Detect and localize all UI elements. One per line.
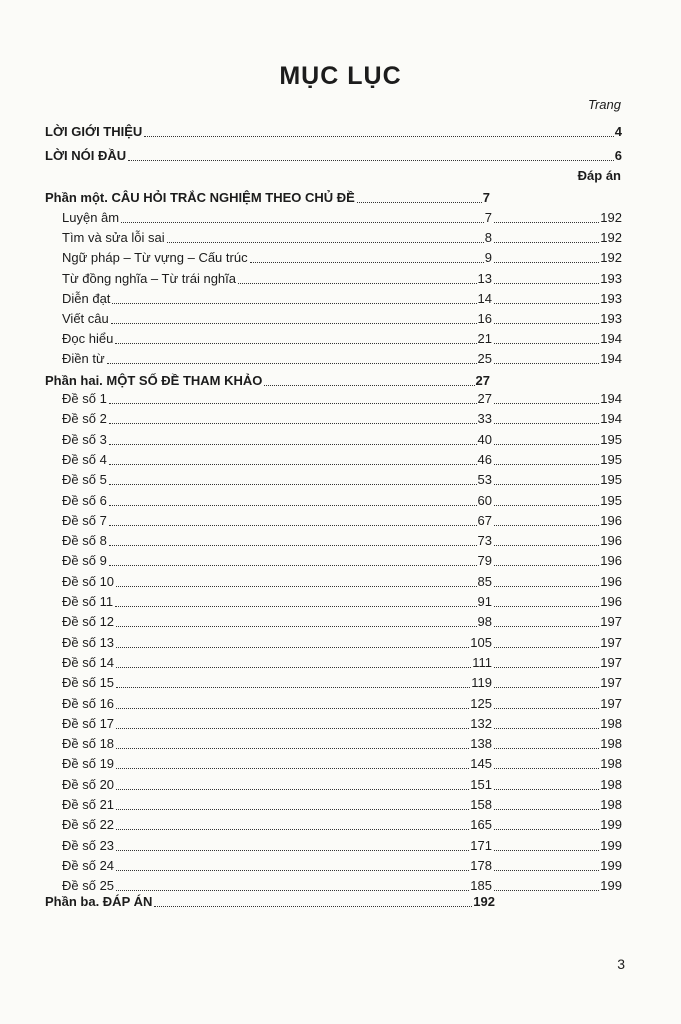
dot-leader [116,625,476,627]
dot-leader [494,707,599,709]
toc-entry-label: Diễn đạt [62,290,111,306]
toc-entry-part2-item[interactable] [62,533,492,549]
answer-entry [492,675,622,691]
answer-entry [492,493,622,509]
answer-entry [492,858,622,874]
toc-entry-page: 33 [477,411,492,427]
toc-entry-page: 7 [484,210,492,225]
answer-entry [492,614,622,630]
toc-entry-page: 21 [477,331,492,347]
toc-entry-label: Đề số 5 [62,472,107,488]
dot-leader [494,625,599,627]
answer-page: 198 [600,776,622,792]
toc-entry-part2-item[interactable] [62,432,492,448]
toc-entry-loi-noi-dau[interactable] [45,148,622,164]
toc-entry-label: Đề số 20 [62,776,115,792]
dot-leader [116,828,469,830]
answer-page: 197 [600,675,622,691]
toc-entry-label: Đề số 12 [62,614,115,630]
answer-entry [492,351,622,367]
answer-entry [492,594,622,610]
toc-entry-page: 145 [470,756,492,772]
answer-page: 195 [600,431,622,447]
answer-page: 195 [600,451,622,467]
toc-entry-part2-item[interactable] [62,513,492,529]
dot-leader [109,463,477,465]
toc-entry-part1-item[interactable] [62,311,492,327]
dot-leader [494,747,599,749]
toc-entry-page: 6 [614,148,622,163]
answer-entry [492,472,622,488]
toc-entry-page: 105 [470,634,492,650]
toc-entry-page: 25 [477,351,492,367]
toc-entry-label: Đề số 1 [62,391,107,406]
answer-page: 196 [600,594,622,609]
dot-leader [109,483,477,485]
answer-entry [492,513,622,529]
answer-entry [492,230,622,246]
toc-entry-part2-item[interactable] [62,655,492,671]
answer-entry [492,291,622,307]
toc-entry-part1-item[interactable] [62,271,492,287]
dot-leader [167,241,484,243]
toc-entry-label: Đề số 19 [62,756,115,772]
toc-entry-page: 14 [477,290,492,306]
answer-entry [492,756,622,772]
toc-entry-label: Đề số 21 [62,797,115,812]
answer-page: 194 [600,351,622,367]
dot-leader [264,384,474,386]
answer-entry [492,635,622,651]
toc-entry-page: 165 [470,817,492,833]
toc-entry-part2-item[interactable] [62,594,492,610]
dot-leader [116,889,469,891]
toc-entry-label: Đề số 8 [62,533,107,549]
dot-leader [494,585,599,587]
dot-leader [494,504,599,506]
dot-leader [144,135,613,137]
dot-leader [111,322,477,324]
answer-entry [492,533,622,549]
dot-leader [115,605,476,607]
answer-entry [492,250,622,266]
toc-entry-label: Đề số 25 [62,878,115,894]
answer-page: 199 [600,857,622,873]
dot-leader [116,747,469,749]
toc-entry-label: Đề số 16 [62,695,115,711]
answer-entry [492,797,622,813]
toc-entry-page: 7 [482,190,490,205]
answer-page: 193 [600,270,622,286]
toc-entry-part2-item[interactable] [62,878,492,894]
toc-entry-page: 119 [471,675,492,691]
toc-entry-part2-item[interactable] [62,553,492,569]
answer-page: 198 [600,736,622,752]
toc-entry-page: 73 [477,533,492,549]
answer-page: 192 [600,250,622,266]
toc-entry-label: Đề số 13 [62,634,115,650]
answer-entry [492,271,622,287]
dot-leader [494,646,599,648]
dot-leader [494,767,599,769]
toc-entry-part2-item[interactable] [62,574,492,590]
toc-entry-page: 185 [470,878,492,894]
toc-entry-label: Phần hai. MỘT SỐ ĐỀ THAM KHẢO [45,373,263,388]
answer-page: 195 [600,492,622,508]
toc-entry-page: 151 [470,776,492,792]
dot-leader [494,849,599,851]
toc-entry-page: 192 [473,894,495,909]
toc-entry-part2-item[interactable] [62,614,492,630]
toc-entry-part2-item[interactable] [62,493,492,509]
answer-page: 197 [600,695,622,711]
answer-entry [492,210,622,226]
toc-entry-page: 132 [470,715,492,731]
toc-entry-part2-item[interactable] [62,696,492,712]
toc-entry-part1-item[interactable] [62,351,492,367]
toc-entry-label: Đề số 18 [62,736,115,752]
dot-leader [116,808,469,810]
page-number: 3 [617,956,625,972]
dot-leader [494,605,599,607]
toc-entry-label: Tìm và sửa lỗi sai [62,230,165,246]
toc-entry-label: Phần một. CÂU HỎI TRẮC NGHIỆM THEO CHỦ ĐỀ [45,190,355,205]
toc-entry-part2[interactable] [45,373,490,389]
dot-leader [494,221,599,223]
toc-entry-page: 85 [477,573,492,589]
answer-page: 196 [600,573,622,589]
toc-entry-part2-item[interactable] [62,797,492,813]
toc-entry-part1-item[interactable] [62,250,492,266]
toc-entry-label: Luyện âm [62,210,120,225]
toc-entry-label: Đọc hiểu [62,331,114,347]
dot-leader [116,707,469,709]
toc-entry-page: 8 [484,230,492,246]
toc-entry-page: 98 [477,614,492,630]
toc-entry-page: 53 [477,472,492,488]
answer-page: 193 [600,311,622,326]
dot-leader [116,666,471,668]
dot-leader [116,686,470,688]
toc-entry-page: 13 [477,270,492,286]
answer-page: 199 [600,837,622,853]
toc-entry-label: Đề số 23 [62,837,115,853]
toc-entry-part2-item[interactable] [62,411,492,427]
dot-leader [116,585,476,587]
toc-entry-part2-item[interactable] [62,858,492,874]
answer-entry [492,655,622,671]
answer-entry [492,311,622,327]
dot-leader [116,727,469,729]
toc-entry-label: Đề số 24 [62,857,115,873]
trang-column-label: Trang [588,97,621,112]
toc-entry-part1-item[interactable] [62,331,492,347]
toc-entry-page: 46 [477,451,492,467]
dot-leader [357,201,482,203]
toc-entry-part1-item[interactable] [62,291,492,307]
toc-entry-part2-item[interactable] [62,472,492,488]
dot-leader [494,727,599,729]
dot-leader [107,362,477,364]
dot-leader [494,686,599,688]
toc-entry-page: 178 [470,857,492,873]
toc-entry-part2-item[interactable] [62,716,492,732]
toc-entry-page: 60 [477,492,492,508]
answer-entry [492,817,622,833]
toc-entry-page: 171 [470,837,492,853]
toc-entry-page: 125 [470,695,492,711]
page-title: MỤC LỤC [279,62,402,90]
dot-leader [116,788,469,790]
dot-leader [494,808,599,810]
toc-entry-part2-item[interactable] [62,391,492,407]
toc-entry-label: Đề số 22 [62,817,115,833]
toc-entry-part1-item[interactable] [62,210,492,226]
toc-entry-page: 9 [484,250,492,266]
answer-entry [492,736,622,752]
dot-leader [494,402,599,404]
answer-page: 194 [600,331,622,347]
toc-entry-part2-item[interactable] [62,817,492,833]
answer-entry [492,878,622,894]
toc-entry-part2-item[interactable] [62,452,492,468]
answer-page: 192 [600,210,622,225]
dot-leader [494,889,599,891]
toc-entry-part2-item[interactable] [62,756,492,772]
toc-entry-page: 158 [470,797,492,812]
answer-entry [492,838,622,854]
toc-entry-page: 111 [472,654,492,670]
answer-page: 195 [600,472,622,488]
toc-entry-label: Đề số 17 [62,715,115,731]
answer-entry [492,432,622,448]
toc-entry-page: 16 [477,311,492,326]
toc-entry-page: 4 [614,124,622,139]
answer-entry [492,553,622,569]
toc-entry-label: Từ đồng nghĩa – Từ trái nghĩa [62,270,236,286]
toc-entry-label: LỜI NÓI ĐẦU [45,148,127,163]
toc-entry-label: Đề số 4 [62,451,107,467]
dot-leader [494,362,599,364]
dot-leader [494,322,599,324]
dot-leader [112,302,476,304]
answer-page: 197 [600,614,622,630]
dot-leader [494,302,599,304]
dot-leader [238,282,477,284]
dot-leader [128,159,614,161]
answer-page: 198 [600,715,622,731]
dot-leader [154,905,472,907]
dot-leader [116,869,469,871]
answer-page: 198 [600,756,622,772]
toc-entry-part1[interactable] [45,190,490,206]
toc-entry-part2-item[interactable] [62,675,492,691]
dot-leader [116,849,469,851]
answer-entry [492,696,622,712]
answer-page: 193 [600,290,622,306]
dot-leader [494,788,599,790]
dot-leader [494,869,599,871]
toc-entry-part1-item[interactable] [62,230,492,246]
toc-entry-label: Đề số 2 [62,411,107,427]
toc-entry-part2-item[interactable] [62,635,492,651]
answer-page: 199 [600,878,622,894]
dot-leader [494,463,599,465]
dot-leader [494,342,599,344]
toc-entry-part2-item[interactable] [62,838,492,854]
toc-entry-loi-gioi-thieu[interactable] [45,124,622,140]
dot-leader [109,422,477,424]
dot-leader [109,504,477,506]
answer-page: 196 [600,512,622,528]
toc-entry-label: Đề số 14 [62,654,115,670]
dot-leader [116,646,469,648]
toc-entry-part3[interactable] [45,894,495,910]
toc-entry-label: Đề số 9 [62,553,107,569]
dot-leader [109,524,477,526]
toc-entry-label: Phần ba. ĐÁP ÁN [45,894,153,909]
dot-leader [116,767,469,769]
dot-leader [109,544,477,546]
dot-leader [494,524,599,526]
answer-page: 197 [600,634,622,650]
answer-page: 197 [600,654,622,670]
answer-page: 199 [600,817,622,833]
answer-entry [492,574,622,590]
toc-entry-label: Viết câu [62,311,109,326]
dot-leader [250,261,484,263]
answer-page: 192 [600,230,622,246]
answer-page: 196 [600,553,622,569]
dot-leader [494,666,599,668]
toc-entry-label: Đề số 15 [62,675,115,691]
answer-entry [492,716,622,732]
toc-entry-label: Đề số 11 [62,594,114,609]
answer-page: 194 [600,391,622,406]
toc-entry-part2-item[interactable] [62,736,492,752]
toc-entry-label: Đề số 6 [62,492,107,508]
dot-leader [109,443,477,445]
dot-leader [494,564,599,566]
toc-entry-page: 27 [477,391,492,406]
answer-page: 196 [600,533,622,549]
dot-leader [109,564,477,566]
toc-entry-label: Đề số 3 [62,431,107,447]
toc-entry-page: 79 [477,553,492,569]
answer-entry [492,777,622,793]
toc-entry-page: 27 [475,373,490,388]
toc-entry-label: Điền từ [62,351,105,367]
dot-leader [494,443,599,445]
answer-entry [492,391,622,407]
toc-entry-page: 67 [477,512,492,528]
dot-leader [494,261,599,263]
dot-leader [494,241,599,243]
dot-leader [494,282,599,284]
toc-entry-label: Đề số 7 [62,512,107,528]
toc-entry-page: 91 [477,594,492,609]
answer-page: 194 [600,411,622,427]
answer-page: 198 [600,797,622,812]
toc-entry-label: LỜI GIỚI THIỆU [45,124,143,139]
toc-entry-page: 138 [470,736,492,752]
toc-entry-page: 40 [477,431,492,447]
dot-leader [494,544,599,546]
toc-entry-label: Đề số 10 [62,573,115,589]
dot-leader [494,828,599,830]
dot-leader [494,422,599,424]
dot-leader [494,483,599,485]
toc-entry-label: Ngữ pháp – Từ vựng – Cấu trúc [62,250,248,266]
answer-entry [492,331,622,347]
answer-entry [492,411,622,427]
dot-leader [115,342,476,344]
dap-an-column-label: Đáp án [577,168,621,183]
answer-entry [492,452,622,468]
dot-leader [121,221,484,223]
toc-entry-part2-item[interactable] [62,777,492,793]
dot-leader [109,402,477,404]
